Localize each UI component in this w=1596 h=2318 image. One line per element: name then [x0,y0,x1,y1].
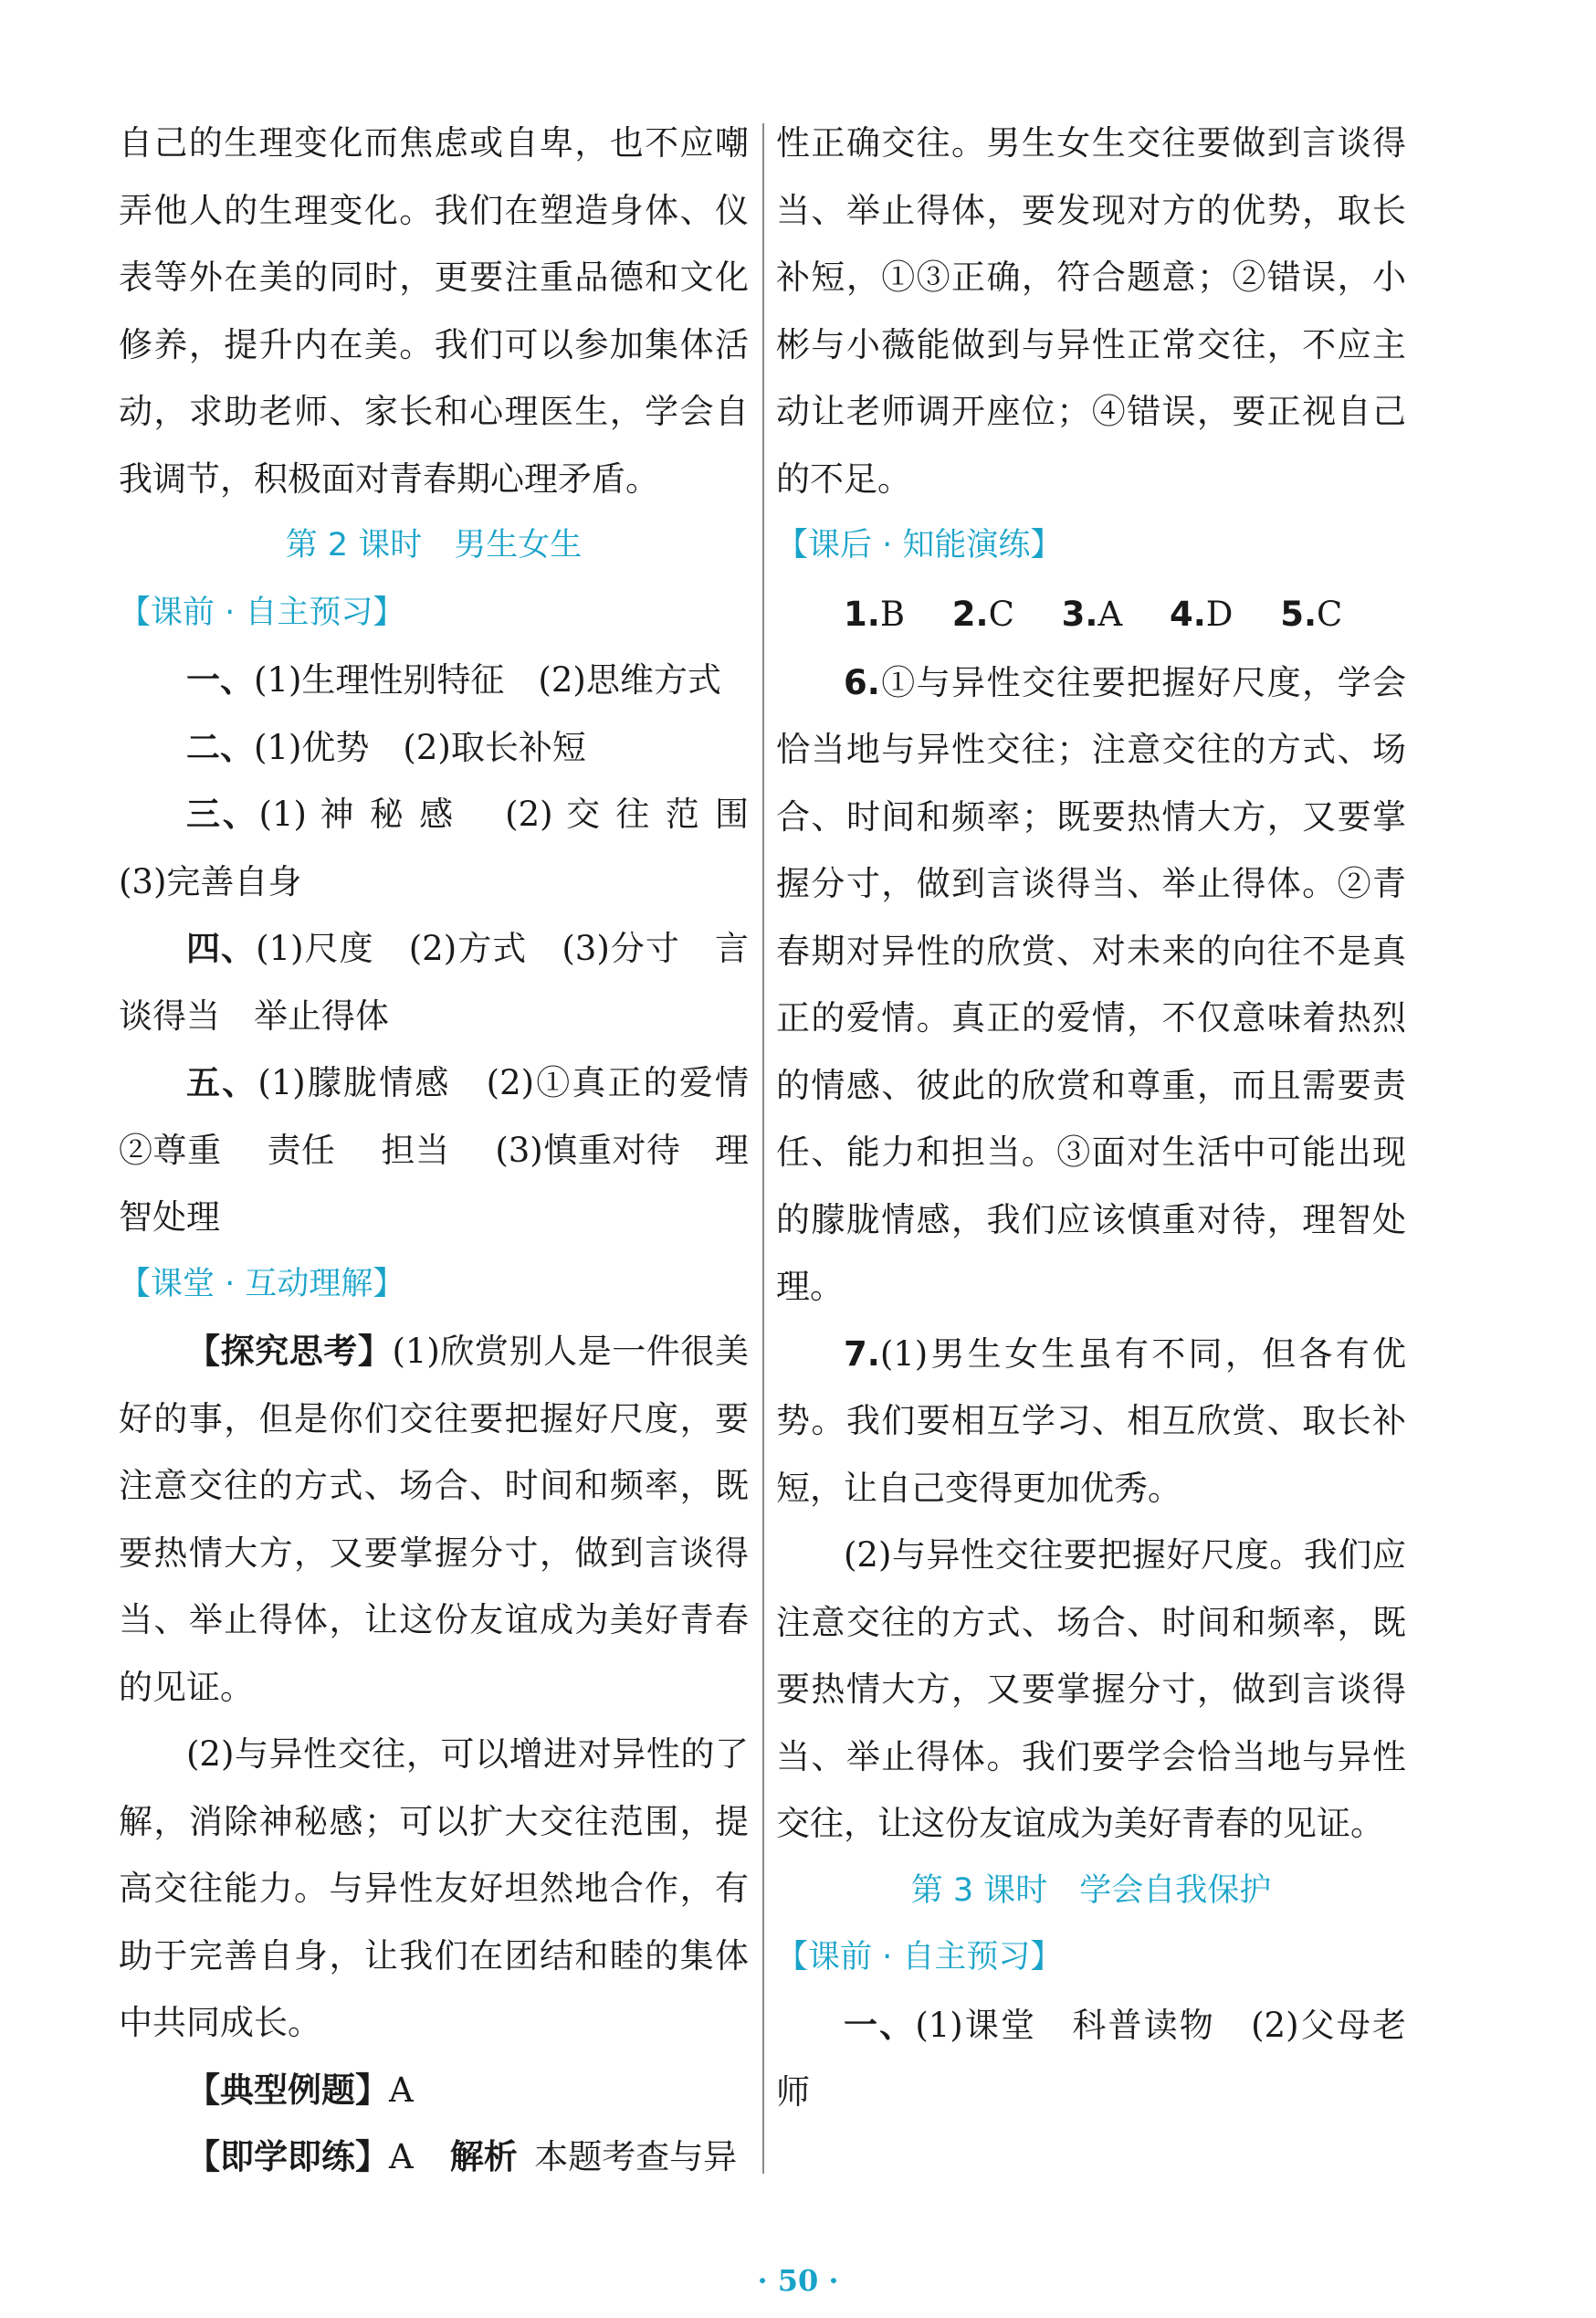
analysis-label: 解析 [449,2137,518,2176]
preview-item-5 [119,1049,782,1251]
answer-row [776,580,1406,649]
answer-number: 4. [1169,594,1206,634]
section-preview-heading-2: 【课前 · 自主预习】 [776,1939,1063,1976]
example-answer: A [389,2070,414,2110]
question-text: ①与异性交往要把握好尺度，学会恰当地与异性交往；注意交往的方式、场合、时间和频率；既要热情大方，又要掌握分寸，做到言谈得当、举止得体。②青春期对异性的欣赏、对未来的向往不是真正的爱情。真正的爱情，不仅意味着热烈的情感、彼此的欣赏和尊重，而且需要责任、能力和担当。③面对生活中可能出现的朦胧情感，我们应该慎重对待，理智处理。 [776,662,1406,1306]
explore-paragraph-2: (2)与异性交往，可以增进对异性的了解，消除神秘感；可以扩大交往范围，提高交往能力。与异性友好坦然地合作，有助于完善自身，让我们在团结和睦的集体中共同成长。 [119,1734,749,2042]
answer-value: A [1097,594,1123,634]
section-class-heading: 【课堂 · 互动理解】 [119,1265,405,1302]
answer-value: B [879,594,906,634]
preview-item-1 [119,647,749,714]
question-7-answer-part-2: (2)与异性交往要把握好尺度。我们应注意交往的方式、场合、时间和频率，既要热情大方，又要掌握分寸，做到言谈得当、举止得体。我们要学会恰当地与异性交往，让这份友谊成为美好青春的见证。 [776,1535,1406,1843]
left-column [119,110,782,2191]
intro-paragraph: 自己的生理变化而焦虑或自卑，也不应嘲弄他人的生理变化。我们在塑造身体、仪表等外在美的同时，更要注重品德和文化修养，提升内在美。我们可以参加集体活动，求助老师、家长和心理医生，学会自我调节，积极面对青春期心理矛盾。 [119,123,749,499]
item-text: (1) 神 秘 感 (2) 交 往 范 围 (3)完善自身 [119,795,749,901]
item-text: (1)优势 (2)取长补短 [254,727,586,767]
lesson-3-title: 第 3 课时 学会自我保护 [910,1871,1272,1909]
analysis-text: 本题考查与异 [534,2137,738,2176]
preview-item-2 [119,714,749,782]
answer-value: C [988,594,1014,634]
section-preview-heading: 【课前 · 自主预习】 [119,594,405,631]
preview-item-4 [119,915,749,1049]
explore-paragraph [119,1318,749,1721]
lesson-3-item-1 [776,1992,1406,2126]
lesson-2-title: 第 2 课时 男生女生 [285,527,583,564]
page-number: · 50 · [757,2263,839,2298]
answer-value: D [1205,594,1234,634]
item-number: 五、 [186,1063,258,1102]
answer-number: 3. [1061,594,1098,634]
question-text: (1)男生女生虽有不同，但各有优势。我们要相互学习、相互欣赏、取长补短，让自己变得更加优秀。 [776,1333,1406,1508]
question-number: 7. [844,1333,880,1374]
item-number: 一、 [186,660,254,700]
example-label: 【典型例题】 [186,2070,389,2110]
item-text: (1)尺度 (2)方式 (3)分寸 言谈得当 举止得体 [119,929,749,1036]
example-line [119,2057,749,2124]
item-number: 四、 [186,929,257,968]
question-number: 6. [844,662,880,702]
analysis-continuation: 性正确交往。男生女生交往要做到言谈得当、举止得体，要发现对方的优势，取长补短，①③正确，符合题意；②错误，小彬与小薇能做到与异性正常交往，不应主动让老师调开座位；④错误，要正视自己的不足。 [776,123,1406,499]
item-number: 一、 [844,2005,916,2045]
explore-text: (1)欣赏别人是一件很美好的事，但是你们交往要把握好尺度，要注意交往的方式、场合、时间和频率，既要热情大方，又要掌握分寸，做到言谈得当、举止得体，让这份友谊成为美好青春的见证。 [119,1332,749,1707]
answer-number: 1. [844,594,880,634]
answer-number: 2. [951,594,989,634]
item-number: 三、 [186,795,259,834]
answer-value: C [1317,594,1343,634]
right-column [776,110,1406,2126]
question-7-answer [776,1321,1406,1523]
question-6-answer [776,649,1406,1321]
practice-label: 【即学即练】 [186,2137,389,2176]
practice-line [119,2123,749,2191]
item-text: (1)课堂 科普读物 (2)父母老师 [776,2005,1406,2112]
practice-answer: A [389,2137,414,2176]
item-text: (1)生理性别特征 (2)思维方式 [254,660,721,700]
column-divider [762,123,764,2174]
section-after-heading: 【课后 · 知能演练】 [776,527,1063,564]
item-number: 二、 [186,727,254,767]
answer-number: 5. [1280,594,1318,634]
preview-item-3 [119,781,749,915]
explore-label: 【探究思考】 [186,1332,393,1371]
item-text: (1)朦胧情感 (2)①真正的爱情 ②尊重 责任 担当 (3)慎重对待 理智处理 [119,1063,782,1237]
